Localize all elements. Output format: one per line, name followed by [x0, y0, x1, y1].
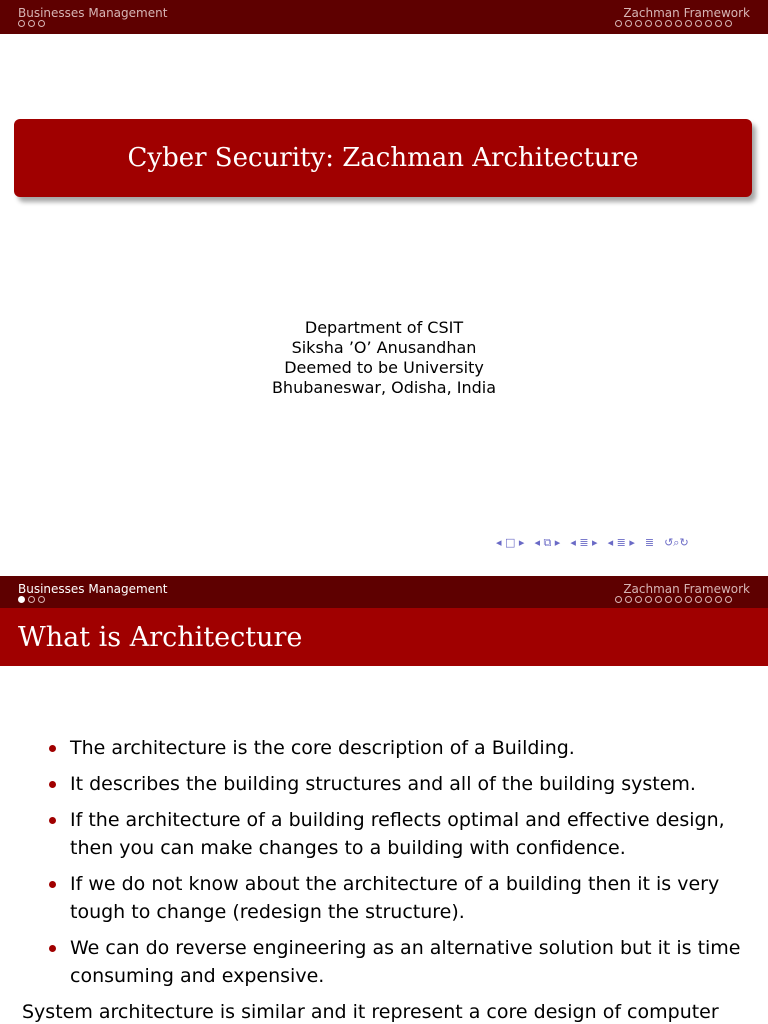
nav-dot[interactable]	[725, 20, 732, 27]
prev-frame-icon[interactable]: ◂ ⧉ ▸	[534, 536, 561, 549]
nav-dot[interactable]	[635, 596, 642, 603]
nav-dot[interactable]	[655, 20, 662, 27]
institute-info	[0, 318, 768, 398]
nav-dot[interactable]	[715, 20, 722, 27]
nav-dot[interactable]	[28, 20, 35, 27]
info-line: Bhubaneswar, Odisha, India	[271, 378, 497, 397]
header-bar	[0, 576, 768, 610]
nav-dot[interactable]	[675, 20, 682, 27]
section-label[interactable]: Businesses Management	[18, 582, 168, 596]
nav-dot[interactable]	[685, 596, 692, 603]
frame-title-bar	[0, 608, 768, 666]
subsection-dots[interactable]	[615, 20, 732, 27]
nav-dot[interactable]	[635, 20, 642, 27]
nav-dot[interactable]	[625, 596, 632, 603]
bullet-item: The architecture is the core description of a Building.	[22, 734, 752, 762]
slide-content	[22, 734, 752, 1024]
nav-dot[interactable]	[665, 20, 672, 27]
subsection-dots[interactable]	[615, 596, 732, 603]
info-line: Deemed to be University	[284, 358, 484, 377]
nav-dot[interactable]	[675, 596, 682, 603]
section-dots[interactable]	[18, 596, 45, 603]
nav-dot[interactable]	[705, 596, 712, 603]
presentation-title: Cyber Security: Zachman Architecture	[127, 143, 639, 173]
nav-dot[interactable]	[705, 20, 712, 27]
info-line: Department of CSIT	[304, 318, 464, 337]
document-icon[interactable]: ≣	[644, 536, 655, 549]
header-bar	[0, 0, 768, 34]
info-line: Siksha ’O’ Anusandhan	[291, 338, 477, 357]
prev-slide-icon[interactable]: ◂ □ ▸	[496, 536, 525, 549]
body-paragraph: System architecture is similar and it represent a core design of computer	[22, 1001, 719, 1023]
section-label[interactable]: Businesses Management	[18, 6, 168, 20]
section-dots[interactable]	[18, 20, 45, 27]
nav-dot[interactable]	[655, 596, 662, 603]
frame-title: What is Architecture	[18, 622, 303, 653]
search-icon[interactable]: ↺⌕↻	[664, 536, 689, 549]
subsection-label[interactable]: Zachman Framework	[623, 582, 750, 596]
beamer-navigation[interactable]	[496, 536, 689, 550]
title-box	[14, 119, 752, 197]
nav-dot[interactable]	[625, 20, 632, 27]
nav-dot[interactable]	[615, 596, 622, 603]
bullet-item: If the architecture of a building reflects optimal and effective design, then you can make changes to a building with confidence.	[22, 806, 752, 862]
nav-dot[interactable]	[615, 20, 622, 27]
nav-dot[interactable]	[725, 596, 732, 603]
nav-dot[interactable]	[18, 20, 25, 27]
nav-dot-active[interactable]	[18, 596, 25, 603]
prev-subsection-icon[interactable]: ◂ ≣ ▸	[570, 536, 598, 549]
nav-dot[interactable]	[665, 596, 672, 603]
slide-what-is-architecture	[0, 554, 768, 1024]
bullet-list	[22, 734, 752, 990]
nav-dot[interactable]	[38, 596, 45, 603]
bullet-item: It describes the building structures and all of the building system.	[22, 770, 752, 798]
bullet-item: We can do reverse engineering as an alternative solution but it is time consuming and expensive.	[22, 934, 752, 990]
nav-dot[interactable]	[695, 596, 702, 603]
bullet-item: If we do not know about the architecture of a building then it is very tough to change (redesign the structure).	[22, 870, 752, 926]
nav-dot[interactable]	[715, 596, 722, 603]
nav-dot[interactable]	[685, 20, 692, 27]
nav-dot[interactable]	[695, 20, 702, 27]
nav-dot[interactable]	[645, 596, 652, 603]
nav-dot[interactable]	[645, 20, 652, 27]
prev-section-icon[interactable]: ◂ ≣ ▸	[607, 536, 635, 549]
subsection-label[interactable]: Zachman Framework	[623, 6, 750, 20]
nav-dot[interactable]	[28, 596, 35, 603]
nav-dot[interactable]	[38, 20, 45, 27]
